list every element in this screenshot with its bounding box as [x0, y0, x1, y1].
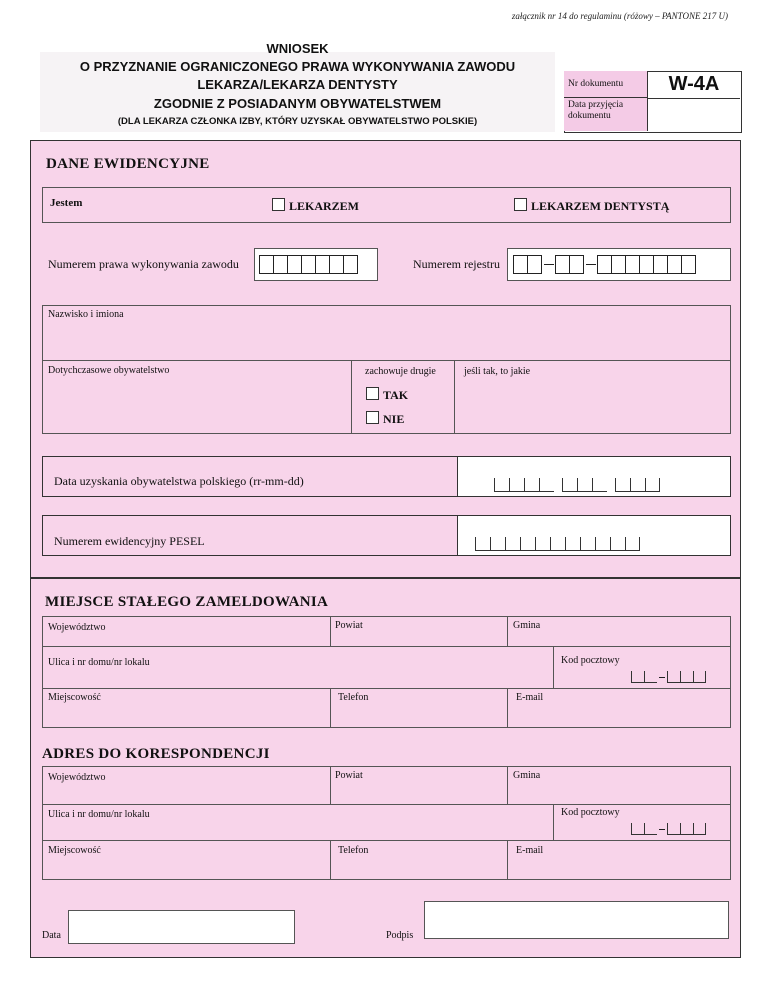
pesel-cells[interactable]	[475, 537, 640, 551]
lekarzem-checkbox[interactable]	[272, 198, 285, 211]
zam-kod-label: Kod pocztowy	[561, 655, 620, 666]
form-title-line3: LEKARZA/LEKARZA DENTYSTY	[197, 77, 398, 92]
kor-kod-label: Kod pocztowy	[561, 807, 620, 818]
kor-powiat-label: Powiat	[335, 770, 363, 781]
section-title-korespondencja: ADRES DO KORESPONDENCJI	[42, 746, 270, 762]
zam-ulica-label: Ulica i nr domu/nr lokalu	[48, 657, 150, 668]
kor-kod-cells[interactable]	[631, 823, 706, 835]
form-title-line1: WNIOSEK	[266, 41, 329, 56]
zam-gmina-label: Gmina	[513, 620, 541, 631]
doc-date-field[interactable]	[649, 99, 739, 130]
kor-ulica-label: Ulica i nr domu/nr lokalu	[48, 809, 150, 820]
section-divider	[30, 577, 741, 579]
lekarzem-label: LEKARZEM	[289, 199, 360, 213]
data-label: Data	[42, 930, 61, 941]
kor-woj-label: Województwo	[48, 772, 106, 783]
option-tak[interactable]	[366, 387, 408, 403]
tak-label: TAK	[383, 388, 409, 402]
data-obyw-label: Data uzyskania obywatelstwa polskiego (rr-mm-dd)	[54, 474, 304, 488]
tak-checkbox[interactable]	[366, 387, 379, 400]
nie-checkbox[interactable]	[366, 411, 379, 424]
nazwisko-field[interactable]	[42, 305, 731, 361]
option-nie[interactable]	[366, 411, 404, 427]
option-lekarzem[interactable]	[272, 198, 359, 214]
korespondencja-table	[42, 766, 731, 880]
section-title-dane: DANE EWIDENCYJNE	[46, 156, 210, 172]
form-subtitle: (DLA LEKARZA CZŁONKA IZBY, KTÓRY UZYSKAŁ OBYWATELSTWO POLSKIE)	[117, 116, 478, 127]
nie-label: NIE	[383, 412, 405, 426]
kor-gmina-label: Gmina	[513, 770, 541, 781]
rejestr-label: Numerem rejestru	[413, 257, 500, 271]
obywatelstwo-label: Dotychczasowe obywatelstwo	[48, 365, 170, 376]
kor-email-label: E-mail	[516, 845, 544, 856]
doc-number-label: Nr dokumentu	[564, 71, 648, 98]
form-title-line4: ZGODNIE Z POSIADANYM OBYWATELSTWEM	[153, 96, 442, 111]
jesli-label: jeśli tak, to jakie	[464, 366, 531, 377]
zam-woj-label: Województwo	[48, 622, 106, 633]
doc-code: W-4A	[648, 71, 740, 99]
rejestr-cells[interactable]	[514, 255, 696, 274]
doc-date-label: Data przyjęcia dokumentu	[564, 98, 648, 131]
zam-kod-cells[interactable]	[631, 671, 706, 683]
option-dentysta[interactable]	[514, 198, 669, 214]
pesel-label: Numerem ewidencyjny PESEL	[54, 534, 205, 548]
npwz-cells[interactable]	[260, 255, 358, 274]
kor-miejscowosc-label: Miejscowość	[48, 845, 101, 856]
jestem-label: Jestem	[50, 197, 83, 209]
podpis-field[interactable]	[424, 901, 729, 939]
kor-telefon-label: Telefon	[338, 845, 369, 856]
zam-miejscowosc-label: Miejscowość	[48, 692, 101, 703]
zam-telefon-label: Telefon	[338, 692, 369, 703]
podpis-label: Podpis	[386, 930, 414, 941]
dentysta-label: LEKARZEM DENTYSTĄ	[531, 199, 670, 213]
zam-email-label: E-mail	[516, 692, 544, 703]
zameldowanie-table	[42, 616, 731, 728]
zam-powiat-label: Powiat	[335, 620, 363, 631]
data-obyw-cells[interactable]	[494, 478, 660, 492]
attachment-note: załącznik nr 14 do regulaminu (różowy – PANTONE 217 U)	[511, 11, 728, 21]
zachowuje-label: zachowuje drugie	[365, 366, 436, 377]
dentysta-checkbox[interactable]	[514, 198, 527, 211]
form-title-line2: O PRZYZNANIE OGRANICZONEGO PRAWA WYKONYWANIA ZAWODU	[79, 59, 516, 74]
npwz-label: Numerem prawa wykonywania zawodu	[48, 257, 239, 271]
nazwisko-label: Nazwisko i imiona	[48, 309, 124, 320]
data-field[interactable]	[68, 910, 295, 944]
section-title-zameldowanie: MIEJSCE STAŁEGO ZAMELDOWANIA	[45, 594, 329, 610]
